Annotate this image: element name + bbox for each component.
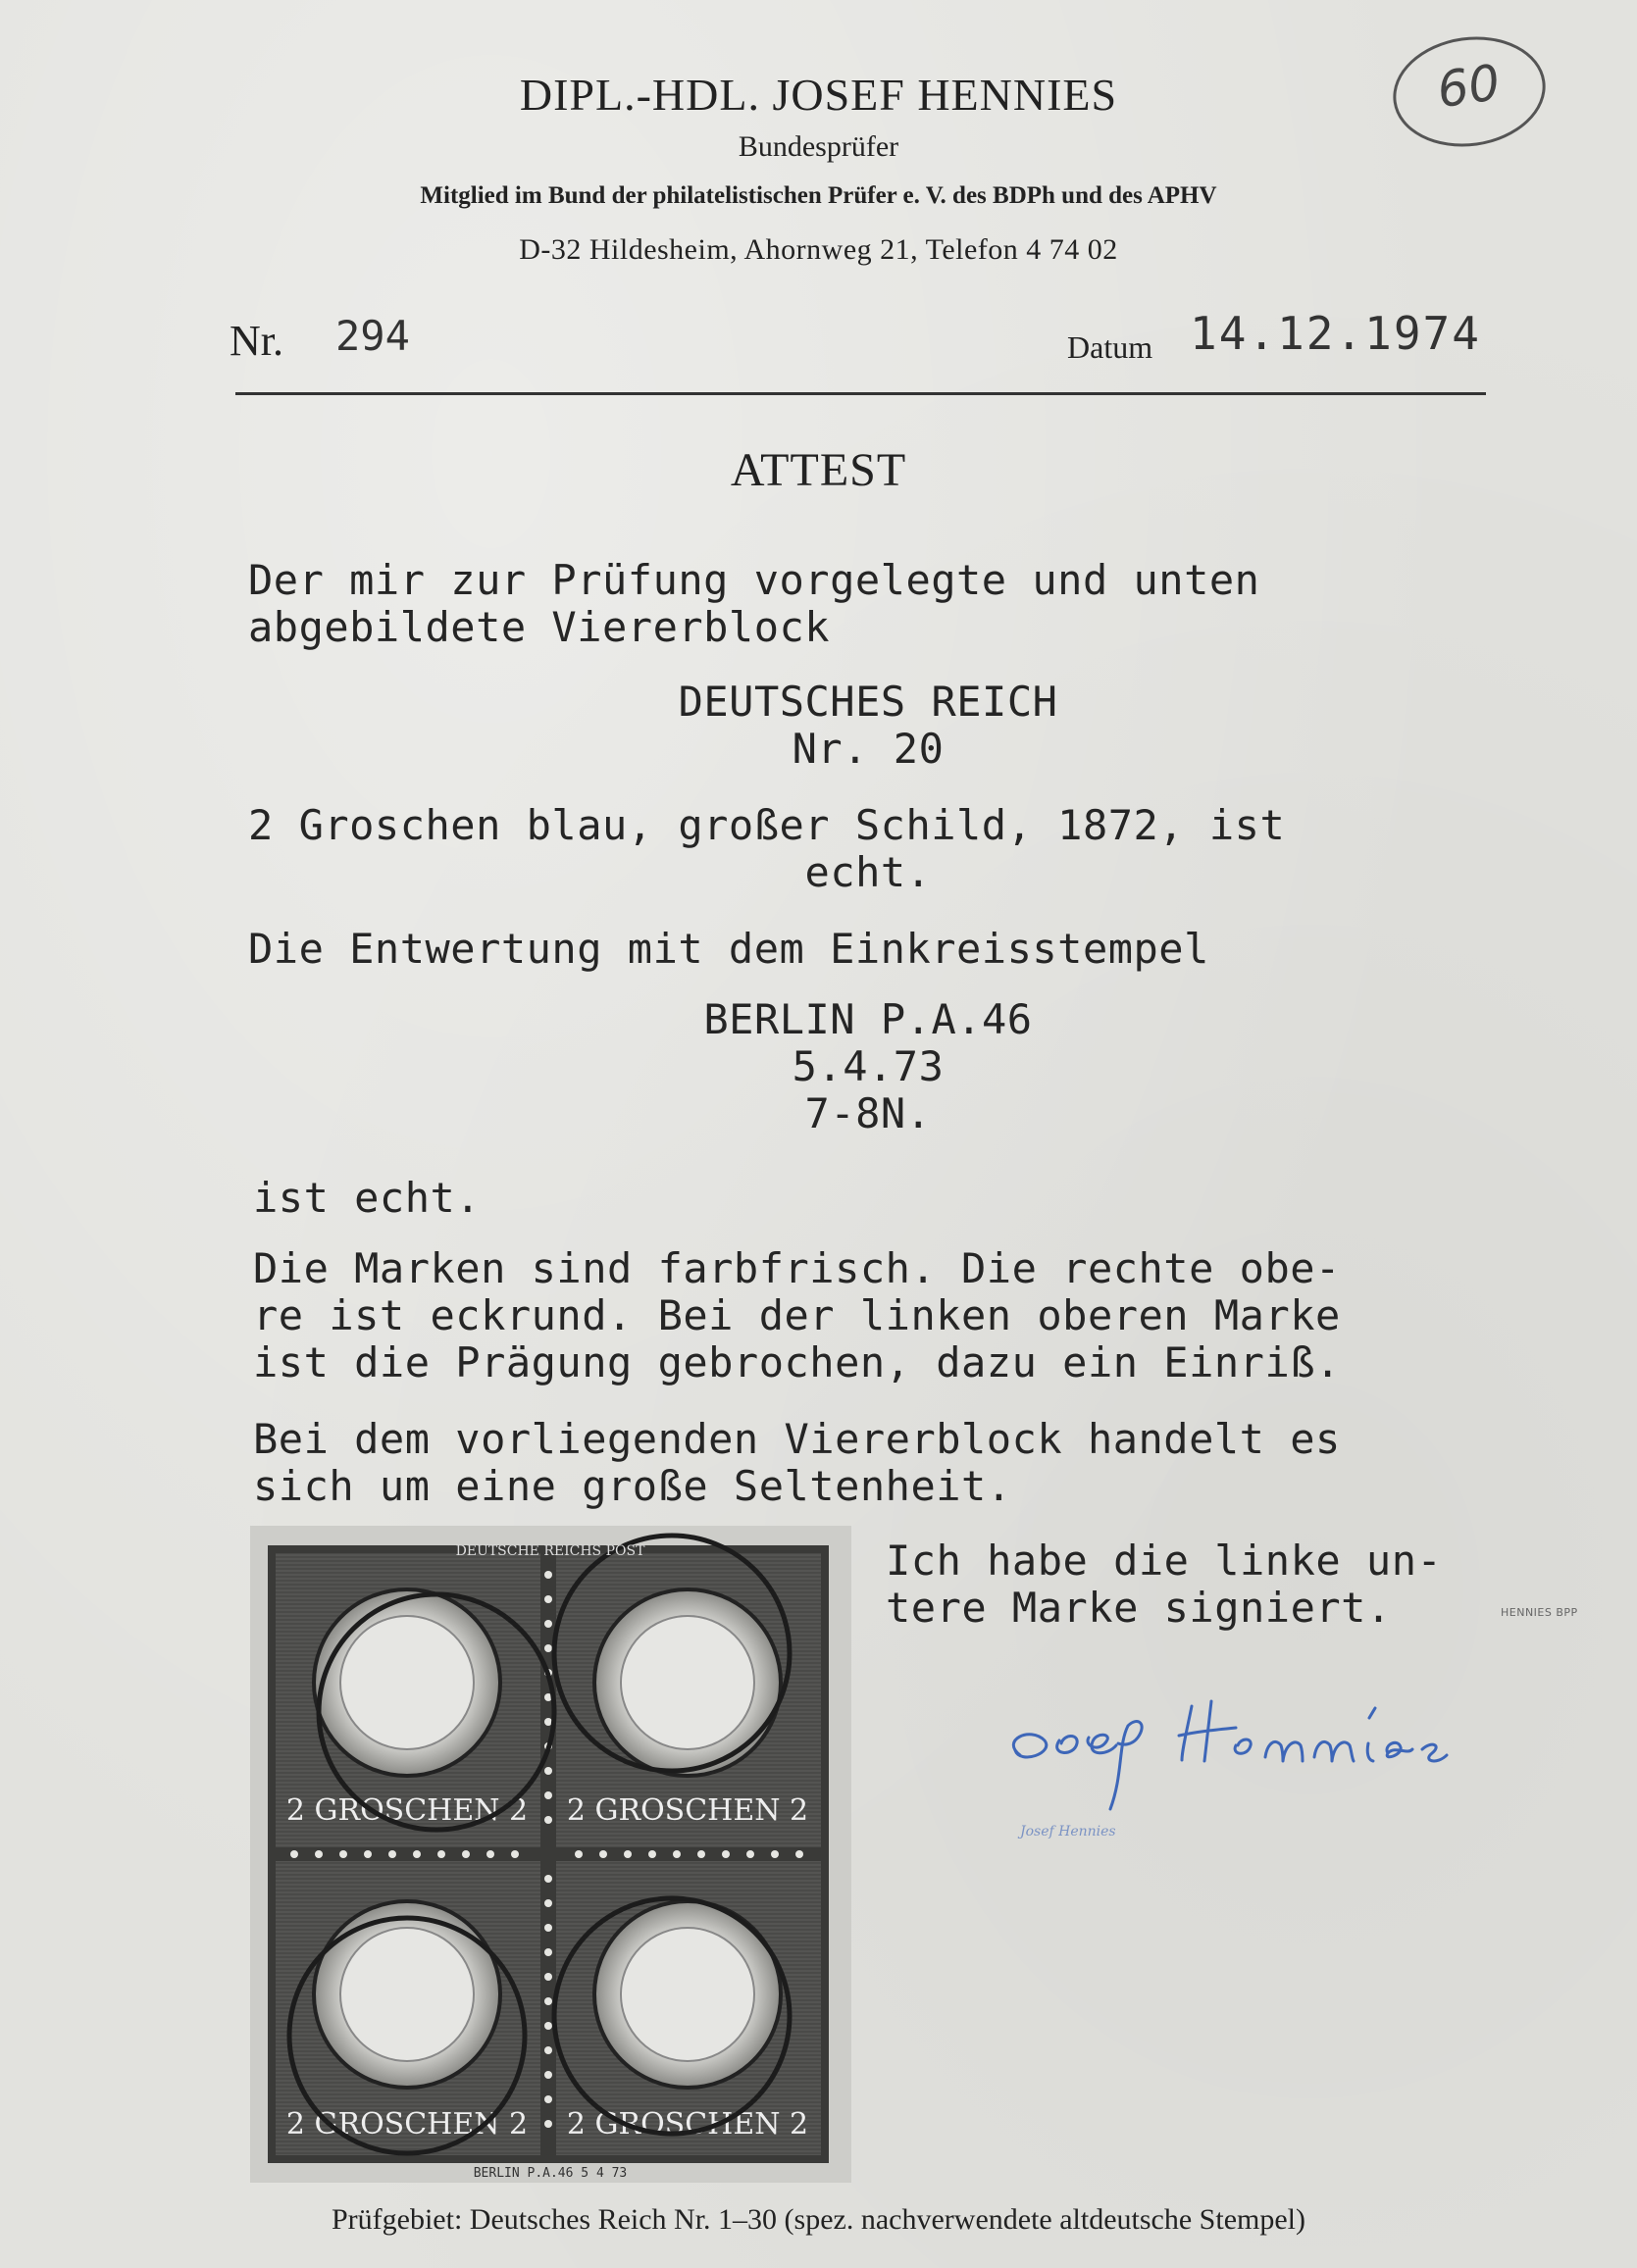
intro-line-2: abgebildete Viererblock bbox=[248, 603, 831, 651]
examination-scope: Prüfgebiet: Deutsches Reich Nr. 1–30 (spez. nachverwendete altdeutsche Stempel) bbox=[331, 2203, 1305, 2236]
header-divider bbox=[235, 392, 1486, 395]
cancel-genuine: ist echt. bbox=[253, 1174, 482, 1222]
circle-mark-number: 60 bbox=[1433, 53, 1504, 120]
cancel-place: BERLIN P.A.46 bbox=[703, 995, 1033, 1043]
condition-line-2: re ist eckrund. Bei der linken oberen Marke bbox=[253, 1291, 1341, 1339]
examiner-title: Bundesprüfer bbox=[738, 130, 899, 163]
examiner-address: D-32 Hildesheim, Ahornweg 21, Telefon 4 74 02 bbox=[519, 233, 1118, 266]
cancel-time: 7-8N. bbox=[804, 1089, 932, 1137]
stamp-block-photo bbox=[250, 1526, 851, 2183]
cancel-text: BERLIN P.A.46 5 4 73 bbox=[473, 2166, 628, 2181]
condition-line-1: Die Marken sind farbfrisch. Die rechte obe- bbox=[253, 1244, 1341, 1292]
rarity-line-2: sich um eine große Seltenheit. bbox=[253, 1462, 1012, 1510]
examiner-membership: Mitglied im Bund der philatelistischen Prüfer e. V. des BDPh und des APHV bbox=[420, 182, 1217, 209]
denomination-bl: 2 GROSCHEN 2 bbox=[285, 2107, 529, 2142]
examiner-name: DIPL.-HDL. JOSEF HENNIES bbox=[519, 70, 1118, 120]
certificate-date: 14.12.1974 bbox=[1190, 307, 1481, 360]
intro-line-1: Der mir zur Prüfung vorgelegte und unten bbox=[248, 556, 1260, 604]
stamp-country: DEUTSCHES REICH bbox=[678, 678, 1058, 726]
certificate-number: 294 bbox=[335, 312, 410, 360]
signature-handstamp: HENNIES BPP bbox=[1501, 1606, 1578, 1619]
ring-text: DEUTSCHE REICHS POST bbox=[455, 1543, 645, 1559]
condition-line-3: ist die Prägung gebrochen, dazu ein Einriß. bbox=[253, 1338, 1341, 1386]
denomination-tr: 2 GROSCHEN 2 bbox=[566, 1793, 809, 1828]
stamp-block-drawing bbox=[250, 1526, 851, 2183]
signature-drawing bbox=[991, 1647, 1501, 1824]
description-line-1: 2 Groschen blau, großer Schild, 1872, ist bbox=[248, 801, 1286, 849]
signed-line-1: Ich habe die linke un- bbox=[886, 1537, 1443, 1585]
stamp-catalog-number: Nr. 20 bbox=[792, 725, 945, 773]
handwritten-signature bbox=[991, 1647, 1501, 1824]
denomination-br: 2 GROSCHEN 2 bbox=[566, 2107, 809, 2142]
signature-name: Josef Hennies bbox=[1020, 1824, 1116, 1840]
signed-line-2: tere Marke signiert. bbox=[886, 1584, 1392, 1632]
date-label: Datum bbox=[1067, 329, 1153, 365]
rarity-line-1: Bei dem vorliegenden Viererblock handelt es bbox=[253, 1415, 1341, 1463]
document-title: ATTEST bbox=[730, 444, 907, 496]
description-line-2: echt. bbox=[804, 848, 932, 896]
stamp-bottom-right bbox=[556, 1861, 821, 2155]
cancel-date: 5.4.73 bbox=[792, 1042, 945, 1090]
cancel-intro: Die Entwertung mit dem Einkreisstempel bbox=[248, 925, 1209, 973]
certificate-number-label: Nr. bbox=[230, 317, 283, 365]
denomination-tl: 2 GROSCHEN 2 bbox=[285, 1793, 529, 1828]
